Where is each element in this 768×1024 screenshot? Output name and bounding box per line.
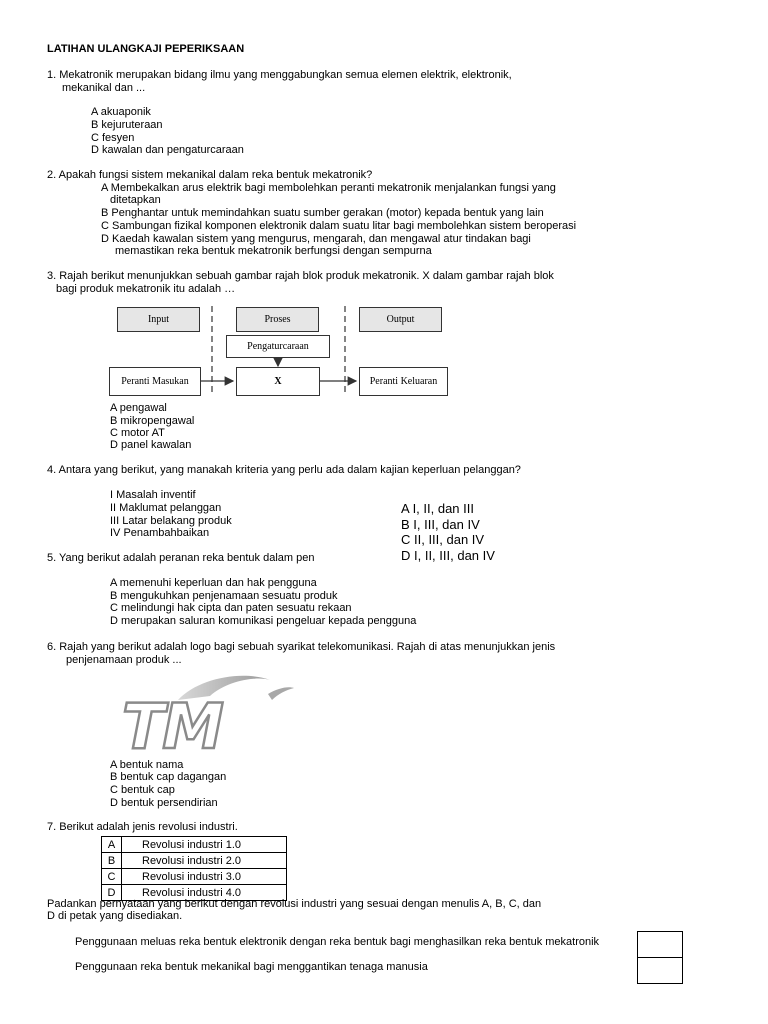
box-proses: Proses	[236, 307, 319, 332]
answer-box-1[interactable]	[637, 931, 683, 958]
q7-instruction: Padankan pernyataan yang berikut dengan revolusi industri yang sesuai dengan menulis A, B, C, dan	[47, 898, 542, 910]
q1-stem-cont: mekanikal dan ...	[62, 82, 146, 94]
q5-stem: 5. Yang berikut adalah peranan reka bentuk dalam pen	[47, 552, 315, 564]
box-input: Input	[117, 307, 200, 332]
q2-option-a: A Membekalkan arus elektrik bagi membolehkan peranti mekatronik menjalankan fungsi yang	[101, 182, 556, 194]
q4-item-1: I Masalah inventif	[110, 489, 196, 501]
q4-option-c: C II, III, dan IV	[401, 532, 485, 547]
q4-option-d: D I, II, III, dan IV	[401, 548, 495, 563]
q3-option-a: A pengawal	[110, 402, 167, 414]
table-key: B	[102, 853, 122, 869]
q1-option-c: C fesyen	[91, 132, 135, 144]
table-value: Revolusi industri 4.0	[122, 885, 287, 901]
q7-statement-2: Penggunaan reka bentuk mekanikal bagi menggantikan tenaga manusia	[75, 961, 428, 973]
q4-item-2: II Maklumat pelanggan	[110, 502, 222, 514]
q1-option-b: B kejuruteraan	[91, 119, 163, 131]
q6-stem: 6. Rajah yang berikut adalah logo bagi sebuah syarikat telekomunikasi. Rajah di atas menunjukkan jenis	[47, 641, 556, 653]
revolution-table	[101, 836, 287, 901]
q7-instruction-cont: D di petak yang disediakan.	[47, 910, 183, 922]
box-output: Output	[359, 307, 442, 332]
q6-option-c: C bentuk cap	[110, 784, 175, 796]
q5-option-a: A memenuhi keperluan dan hak pengguna	[110, 577, 317, 589]
q2-option-c: C Sambungan fizikal komponen elektronik dalam suatu litar bagi membolehkan sistem beroperasi	[101, 220, 577, 232]
page-title: LATIHAN ULANGKAJI PEPERIKSAAN	[47, 43, 245, 55]
q6-stem-cont: penjenamaan produk ...	[66, 654, 182, 666]
q7-stem: 7. Berikut adalah jenis revolusi industri.	[47, 821, 238, 833]
q4-item-3: III Latar belakang produk	[110, 515, 232, 527]
q4-option-a: A I, II, dan III	[401, 501, 474, 516]
q6-option-b: B bentuk cap dagangan	[110, 771, 227, 783]
box-x: X	[236, 367, 320, 396]
box-pengaturcaraan: Pengaturcaraan	[226, 335, 330, 358]
q2-option-a-cont: ditetapkan	[110, 194, 161, 206]
answer-box-2[interactable]	[637, 957, 683, 984]
q5-option-c: C melindungi hak cipta dan paten sesuatu rekaan	[110, 602, 352, 614]
table-key: D	[102, 885, 122, 901]
table-value: Revolusi industri 2.0	[122, 853, 287, 869]
box-peranti-masukan: Peranti Masukan	[109, 367, 201, 396]
table-value: Revolusi industri 3.0	[122, 869, 287, 885]
q2-stem: 2. Apakah fungsi sistem mekanikal dalam reka bentuk mekatronik?	[47, 169, 373, 181]
table-value: Revolusi industri 1.0	[122, 837, 287, 853]
table-row	[102, 837, 287, 853]
q6-option-d: D bentuk persendirian	[110, 797, 218, 809]
q3-option-b: B mikropengawal	[110, 415, 195, 427]
q5-option-d: D merupakan saluran komunikasi pengeluar kepada pengguna	[110, 615, 417, 627]
q1-option-d: D kawalan dan pengaturcaraan	[91, 144, 244, 156]
table-row	[102, 869, 287, 885]
q2-option-d: D Kaedah kawalan sistem yang mengurus, mengarah, dan mengawal atur tindakan bagi	[101, 233, 531, 245]
q3-stem: 3. Rajah berikut menunjukkan sebuah gambar rajah blok produk mekatronik. X dalam gambar rajah blok	[47, 270, 554, 282]
tm-logo	[118, 668, 298, 758]
q1-option-a: A akuaponik	[91, 106, 151, 118]
q6-option-a: A bentuk nama	[110, 759, 184, 771]
q4-item-4: IV Penambahbaikan	[110, 527, 210, 539]
q4-option-b: B I, III, dan IV	[401, 517, 480, 532]
table-key: A	[102, 837, 122, 853]
q5-option-b: B mengukuhkan penjenamaan sesuatu produk	[110, 590, 338, 602]
box-peranti-keluaran: Peranti Keluaran	[359, 367, 448, 396]
logo-swoosh-right	[268, 687, 294, 700]
q3-option-d: D panel kawalan	[110, 439, 192, 451]
q1-stem: 1. Mekatronik merupakan bidang ilmu yang menggabungkan semua elemen elektrik, elektronik,	[47, 69, 512, 81]
q2-option-b: B Penghantar untuk memindahkan suatu sumber gerakan (motor) kepada bentuk yang lain	[101, 207, 544, 219]
table-key: C	[102, 869, 122, 885]
q2-option-d-cont: memastikan reka bentuk mekatronik berfungsi dengan sempurna	[115, 245, 432, 257]
logo-text: TM	[122, 690, 222, 758]
q7-statement-1: Penggunaan meluas reka bentuk elektronik dengan reka bentuk bagi menghasilkan reka bentuk mekatronik	[75, 936, 600, 948]
q3-stem-cont: bagi produk mekatronik itu adalah …	[56, 283, 236, 295]
q4-stem: 4. Antara yang berikut, yang manakah kriteria yang perlu ada dalam kajian keperluan pelanggan?	[47, 464, 521, 476]
q3-option-c: C motor AT	[110, 427, 165, 439]
table-row	[102, 853, 287, 869]
